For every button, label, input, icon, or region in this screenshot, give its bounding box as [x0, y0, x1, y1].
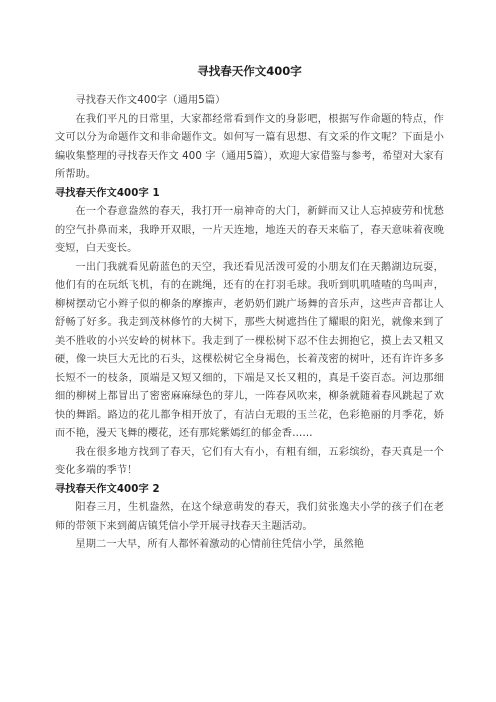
body-paragraph: 在一个春意盎然的春天，我打开一扇神奇的大门，新鲜而又让人忘掉疲劳和忧愁的空气扑鼻而来，我睁开双眼，一片天连地，地连天的春天来临了，春天意味着夜晚变短，白天变长。 [55, 206, 444, 254]
document-body [55, 92, 444, 555]
intro-paragraph: 在我们平凡的日常里，大家都经常看到作文的身影吧，根据写作命题的特点，作文可以分为命题作文和非命题作文。如何写一篇有思想、有文采的作文呢？下面是小编收集整理的寻找春天作文 400 字（通用5篇），欢迎大家借鉴与参考，希望对大家有所帮助。 [55, 113, 444, 180]
document-title: 寻找春天作文400字 [197, 64, 302, 78]
document-page [55, 0, 444, 555]
body-paragraph: 一出门我就看见蔚蓝色的天空，我还看见活泼可爱的小朋友们在天鹅湖边玩耍，他们有的在玩纸飞机，有的在跳绳，还有的在打羽毛球。我听到叽叽喳喳的鸟叫声，柳树摆动它小辫子似的柳条的摩擦声，老奶奶们跳广场舞的音乐声，这些声音都让人舒畅了好多。我走到茂林修竹的大树下，那些大树遮挡住了耀眼的阳光，就像来到了美不胜收的小兴安岭的树林下。我走到了一棵松树下忍不住去拥抱它，摸上去又粗又硬，像一块巨大无比的石头，这棵松树它全身褐色，长着茂密的树叶，还有许许多多长短不一的枝条，顶端是又短又细的，下端是又长又粗的，真是千姿百态。河边那细细的柳树上都冒出了密密麻麻绿色的芽儿，一阵春风吹来，柳条就随着春风跳起了欢快的舞蹈。路边的花儿都争相开放了，有洁白无瑕的玉兰花，色彩艳丽的月季花，娇而不艳，漫天飞舞的樱花，还有那姹紫嫣红的郁金香…… [55, 261, 444, 439]
intro-subtitle: 寻找春天作文400字（通用5篇） [75, 95, 226, 106]
body-paragraph: 我在很多地方找到了春天，它们有大有小，有粗有细，五彩缤纷，春天真是一个变化多端的季节！ [55, 446, 444, 476]
section-heading: 寻找春天作文400字 1 [55, 187, 160, 199]
body-paragraph: 阳春三月，生机盎然，在这个绿意萌发的春天，我们贫张逸夫小学的孩子们在老师的带领下来到蔺店镇凭信小学开展寻找春天主题活动。 [55, 502, 444, 532]
section-heading: 寻找春天作文400字 2 [55, 483, 160, 495]
body-paragraph: 星期二一大早，所有人都怀着激动的心情前往凭信小学，虽然艳 [75, 539, 364, 550]
